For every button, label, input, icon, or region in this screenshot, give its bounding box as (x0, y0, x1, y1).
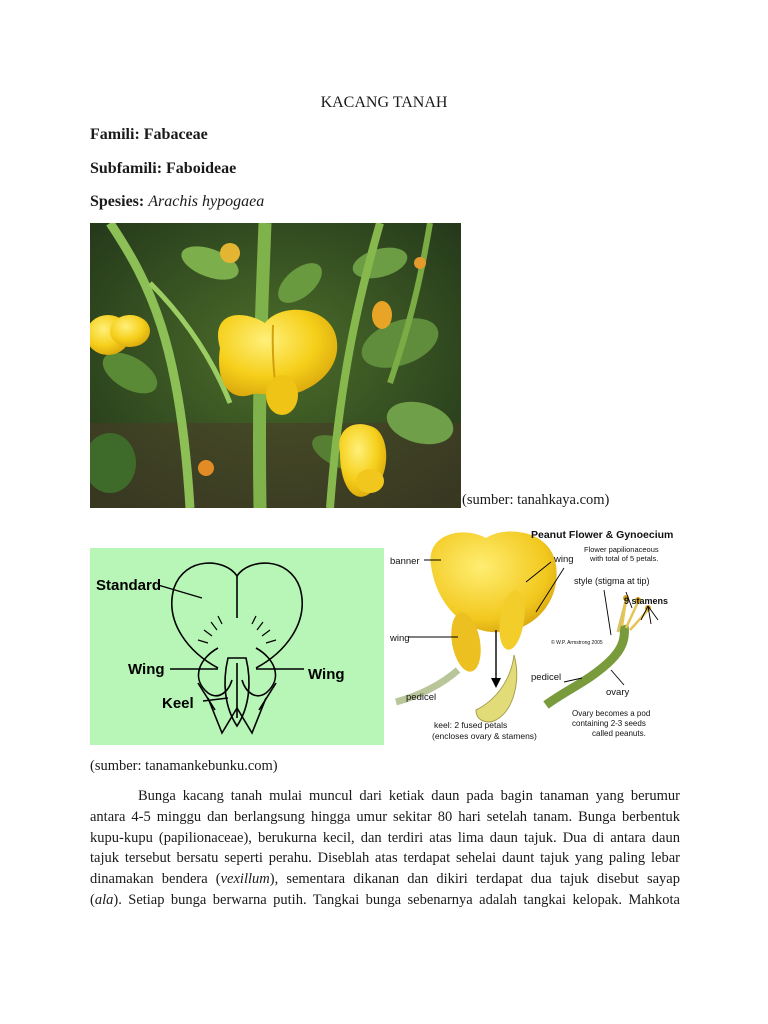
peanut-flower-photo (90, 223, 461, 508)
famili-label: Famili: (90, 126, 140, 143)
ovary-note-1: Ovary becomes a pod (572, 709, 651, 718)
paragraph-line-3: kupu-kupu (papilionaceae), berukurna kecil, dan terdiri atas lima daun tajuk. Dua di antara daun (90, 829, 680, 846)
label-ovary: ovary (606, 687, 630, 698)
diagram-source: (sumber: tanamankebunku.com) (90, 758, 278, 774)
label-pedicel-left: pedicel (406, 692, 437, 703)
label-wing-top: wing (554, 554, 574, 565)
note-papilionaceous: Flower papilionaceous (584, 545, 659, 554)
diagram-title: Peanut Flower & Gynoecium (531, 529, 674, 541)
credit-text: © W.P. Armstrong 2005 (551, 640, 603, 646)
spesies-value: Arachis hypogaea (148, 193, 265, 210)
label-wing-right: Wing (308, 666, 345, 683)
body-paragraph (90, 786, 680, 911)
peanut-gynoecium-diagram (386, 520, 678, 746)
paragraph-line-4: tajuk tersebut bersatu seperti perahu. Diseblah atas terdapat sehelai daunt tajuk yang paling lebar (90, 850, 680, 867)
line5-part-a: dinamakan bendera ( (90, 871, 221, 888)
spesies-line (90, 193, 264, 211)
line6-part-a: ( (90, 891, 95, 908)
paragraph-line-1: Bunga kacang tanah mulai muncul dari ketiak daun pada bagin tanaman yang berumur (138, 788, 680, 804)
ovary-note-3: called peanuts. (592, 729, 646, 738)
label-pedicel-right: pedicel (531, 672, 562, 683)
subfamili-value: Faboideae (166, 160, 237, 177)
paragraph-line-6 (90, 890, 680, 911)
note-five-petals: with total of 5 petals. (590, 554, 659, 563)
label-stamens: 9 stamens (624, 596, 669, 606)
label-keel: Keel (162, 695, 194, 712)
subfamili-label: Subfamili: (90, 160, 163, 177)
label-banner: banner (390, 556, 420, 567)
famili-value: Fabaceae (143, 126, 208, 143)
term-ala: ala (94, 891, 114, 908)
term-vexillum: vexillum (220, 871, 270, 888)
spesies-label: Spesies: (90, 193, 145, 210)
label-style: style (stigma at tip) (574, 576, 650, 586)
line5-part-c: ), sementara dikanan dan dikiri terdapat dua tajuk disebut sayap (269, 871, 680, 888)
label-standard: Standard (96, 577, 162, 594)
photo-source: (sumber: tanahkaya.com) (462, 492, 610, 508)
line6-part-c: ). Setiap bunga berwarna putih. Tangkai bunga sebenarnya adalah tangkai kelopak. Mahkota (113, 891, 680, 908)
keel-note-1: keel: 2 fused petals (434, 720, 508, 730)
paragraph-line-5 (90, 869, 680, 890)
keel-note-2: (encloses ovary & stamens) (432, 731, 537, 741)
label-wing-left: wing (390, 633, 410, 644)
label-wing-left: Wing (128, 661, 165, 678)
document-title: KACANG TANAH (320, 94, 448, 111)
paragraph-line-2: antara 4-5 minggu dan berlangsung hingga umur sekitar 80 hari setelah tanam. Bunga berbentuk (90, 808, 680, 825)
subfamili-line (90, 160, 236, 178)
famili-line (90, 126, 208, 144)
ovary-note-2: containing 2-3 seeds (572, 719, 646, 728)
flower-parts-diagram (90, 548, 384, 745)
